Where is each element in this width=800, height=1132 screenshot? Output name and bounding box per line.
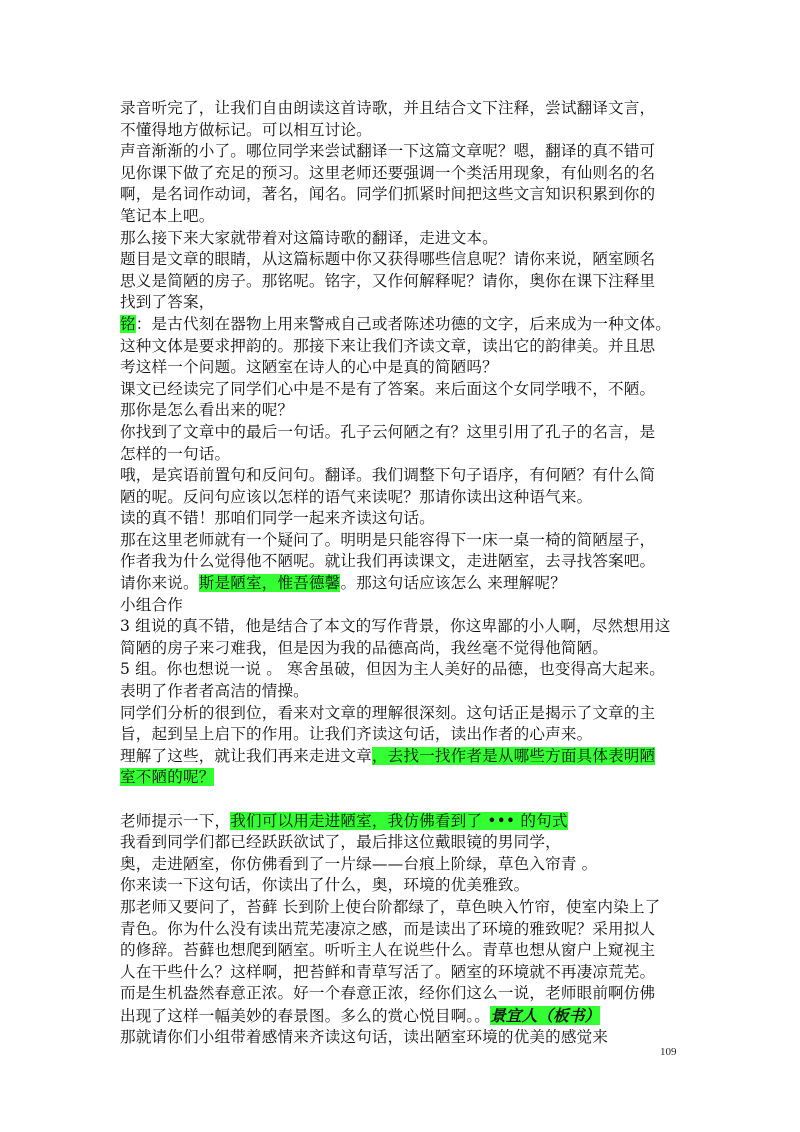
text-line	[120, 746, 692, 768]
highlight: 室不陋的呢？	[120, 768, 215, 787]
text-line: 找到了答案，	[120, 293, 215, 312]
text-line: 而是生机盎然春意正浓。好一个春意正浓，经你们这么一说，老师眼前啊仿佛	[120, 984, 656, 1003]
text-line: 那在这里老师就有一个疑问了。明明是只能容得下一床一桌一椅的简陋屋子，	[120, 530, 656, 549]
text-line: 那你是怎么看出来的呢？	[120, 401, 294, 420]
text-line: 陋的呢。反问句应该以怎样的语气来读呢？那请你读出这种语气来。	[120, 487, 593, 506]
text-line: 你找到了文章中的最后一句话。孔子云何陋之有？这里引用了孔子的名言，是	[120, 422, 656, 441]
text-line	[120, 1005, 692, 1027]
highlight: ，去找一找作者是从哪些方面具体表明陋	[371, 746, 656, 765]
text-line: 的修辞。苔藓也想爬到陋室。听听主人在说些什么。青草也想从窗户上窥视主	[120, 941, 656, 960]
text-line: 考这样一个问题。这陋室在诗人的心中是真的简陋吗？	[120, 358, 498, 377]
text-line: 表明了作者者高洁的情操。	[120, 682, 309, 701]
text-line: 读的真不错！那咱们同学一起来齐读这句话。	[120, 509, 435, 528]
text-line: 不懂得地方做标记。可以相互讨论。	[120, 120, 372, 139]
text-span: 出现了这样一幅美妙的春景图。多么的赏心悦目啊。。	[120, 1006, 491, 1025]
text-line: 笔记本上吧。	[120, 206, 215, 225]
text-line: 小组合作	[120, 595, 183, 614]
text-line: 课文已经读完了同学们心中是不是有了答案。来后面这个女同学哦不，不陋。	[120, 379, 656, 398]
text-line: 5 组。你也想说一说 。 寒舍虽破，但因为主人美好的品德，也变得高大起来。	[120, 660, 665, 679]
text-line	[120, 314, 692, 336]
text-line: 录音听完了，让我们自由朗读这首诗歌，并且结合文下注释，尝试翻译文言，	[120, 99, 656, 117]
text-line: 哦，是宾语前置句和反问句。翻译。我们调整下句子语序，有何陋？有什么简	[120, 466, 656, 485]
text-span: 理解了这些，就让我们再来走进文章	[120, 746, 372, 765]
text-line: 怎样的一句话。	[120, 444, 231, 463]
text-line: 简陋的房子来刁难我，但是因为我的品德高尚，我丝毫不觉得他简陋。	[120, 638, 609, 657]
highlight: 铭	[120, 314, 136, 333]
text-line	[120, 573, 692, 595]
blank-line	[120, 789, 692, 811]
text-line: 那么接下来大家就带着对这篇诗歌的翻译，走进文本。	[120, 228, 498, 247]
text-span: ：是古代刻在器物上用来警戒自己或者陈述功德的文字，后来成为一种文体。	[135, 314, 672, 333]
text-span: 。那这句话应该怎么 来理解呢？	[340, 574, 566, 593]
text-line: 那就请你们小组带着感情来齐读这句话，读出陋室环境的优美的感觉来	[120, 1027, 609, 1046]
text-line: 奥，走进陋室，你仿佛看到了一片绿——台痕上阶绿，草色入帘青 。	[120, 854, 598, 873]
highlight: 我们可以用走进陋室，我仿佛看到了 ••• 的句式	[230, 811, 568, 830]
text-line	[120, 811, 692, 833]
text-line: 旨，起到呈上启下的作用。让我们齐读这句话，读出作者的心声来。	[120, 725, 593, 744]
text-line: 题目是文章的眼睛，从这篇标题中你又获得哪些信息呢？请你来说，陋室顾名	[120, 250, 656, 269]
text-line: 那老师又要问了，苔藓 长到阶上使台阶都绿了，草色映入竹帘，使室内染上了	[120, 897, 661, 916]
text-line: 思义是简陋的房子。那铭呢。铭字，又作何解释呢？请你，奥你在课下注释里	[120, 271, 656, 290]
text-line: 这种文体是要求押韵的。那接下来让我们齐读文章，读出它的韵律美。并且思	[120, 336, 656, 355]
document-body	[120, 98, 692, 1048]
text-line: 你来读一下这句话，你读出了什么，奥，环境的优美雅致。	[120, 876, 530, 895]
page-number: 109	[660, 1046, 677, 1058]
text-line: 声音渐渐的小了。哪位同学来尝试翻译一下这篇文章呢？嗯，翻译的真不错可	[120, 142, 656, 161]
text-line	[120, 767, 692, 789]
text-line: 同学们分析的很到位，看来对文章的理解很深刻。这句话正是揭示了文章的主	[120, 703, 656, 722]
text-line: 3 组说的真不错，他是结合了本文的写作背景，你这卑鄙的小人啊，尽然想用这	[120, 617, 671, 636]
text-line: 见你课下做了充足的预习。这里老师还要强调一个类活用现象，有仙则名的名	[120, 163, 656, 182]
text-span: 请你来说。	[120, 574, 199, 593]
text-line: 我看到同学们都已经跃跃欲试了，最后排这位戴眼镜的男同学，	[120, 833, 561, 852]
text-line: 作者我为什么觉得他不陋呢。就让我们再读课文，走进陋室，去寻找答案吧。	[120, 552, 656, 571]
text-line: 人在干些什么？这样啊，把苔鲜和青草写活了。陋室的环境就不再凄凉荒芜。	[120, 962, 656, 981]
blackboard-note: 景宜人（板书）	[490, 1005, 601, 1025]
text-span: 老师提示一下，	[120, 811, 231, 830]
text-line: 啊，是名词作动词，著名，闻名。同学们抓紧时间把这些文言知识积累到你的	[120, 185, 656, 204]
text-line: 青色。你为什么没有读出荒芜凄凉之感，而是读出了环境的雅致呢？采用拟人	[120, 919, 656, 938]
highlight: 斯是陋室，惟吾德馨	[198, 574, 341, 593]
